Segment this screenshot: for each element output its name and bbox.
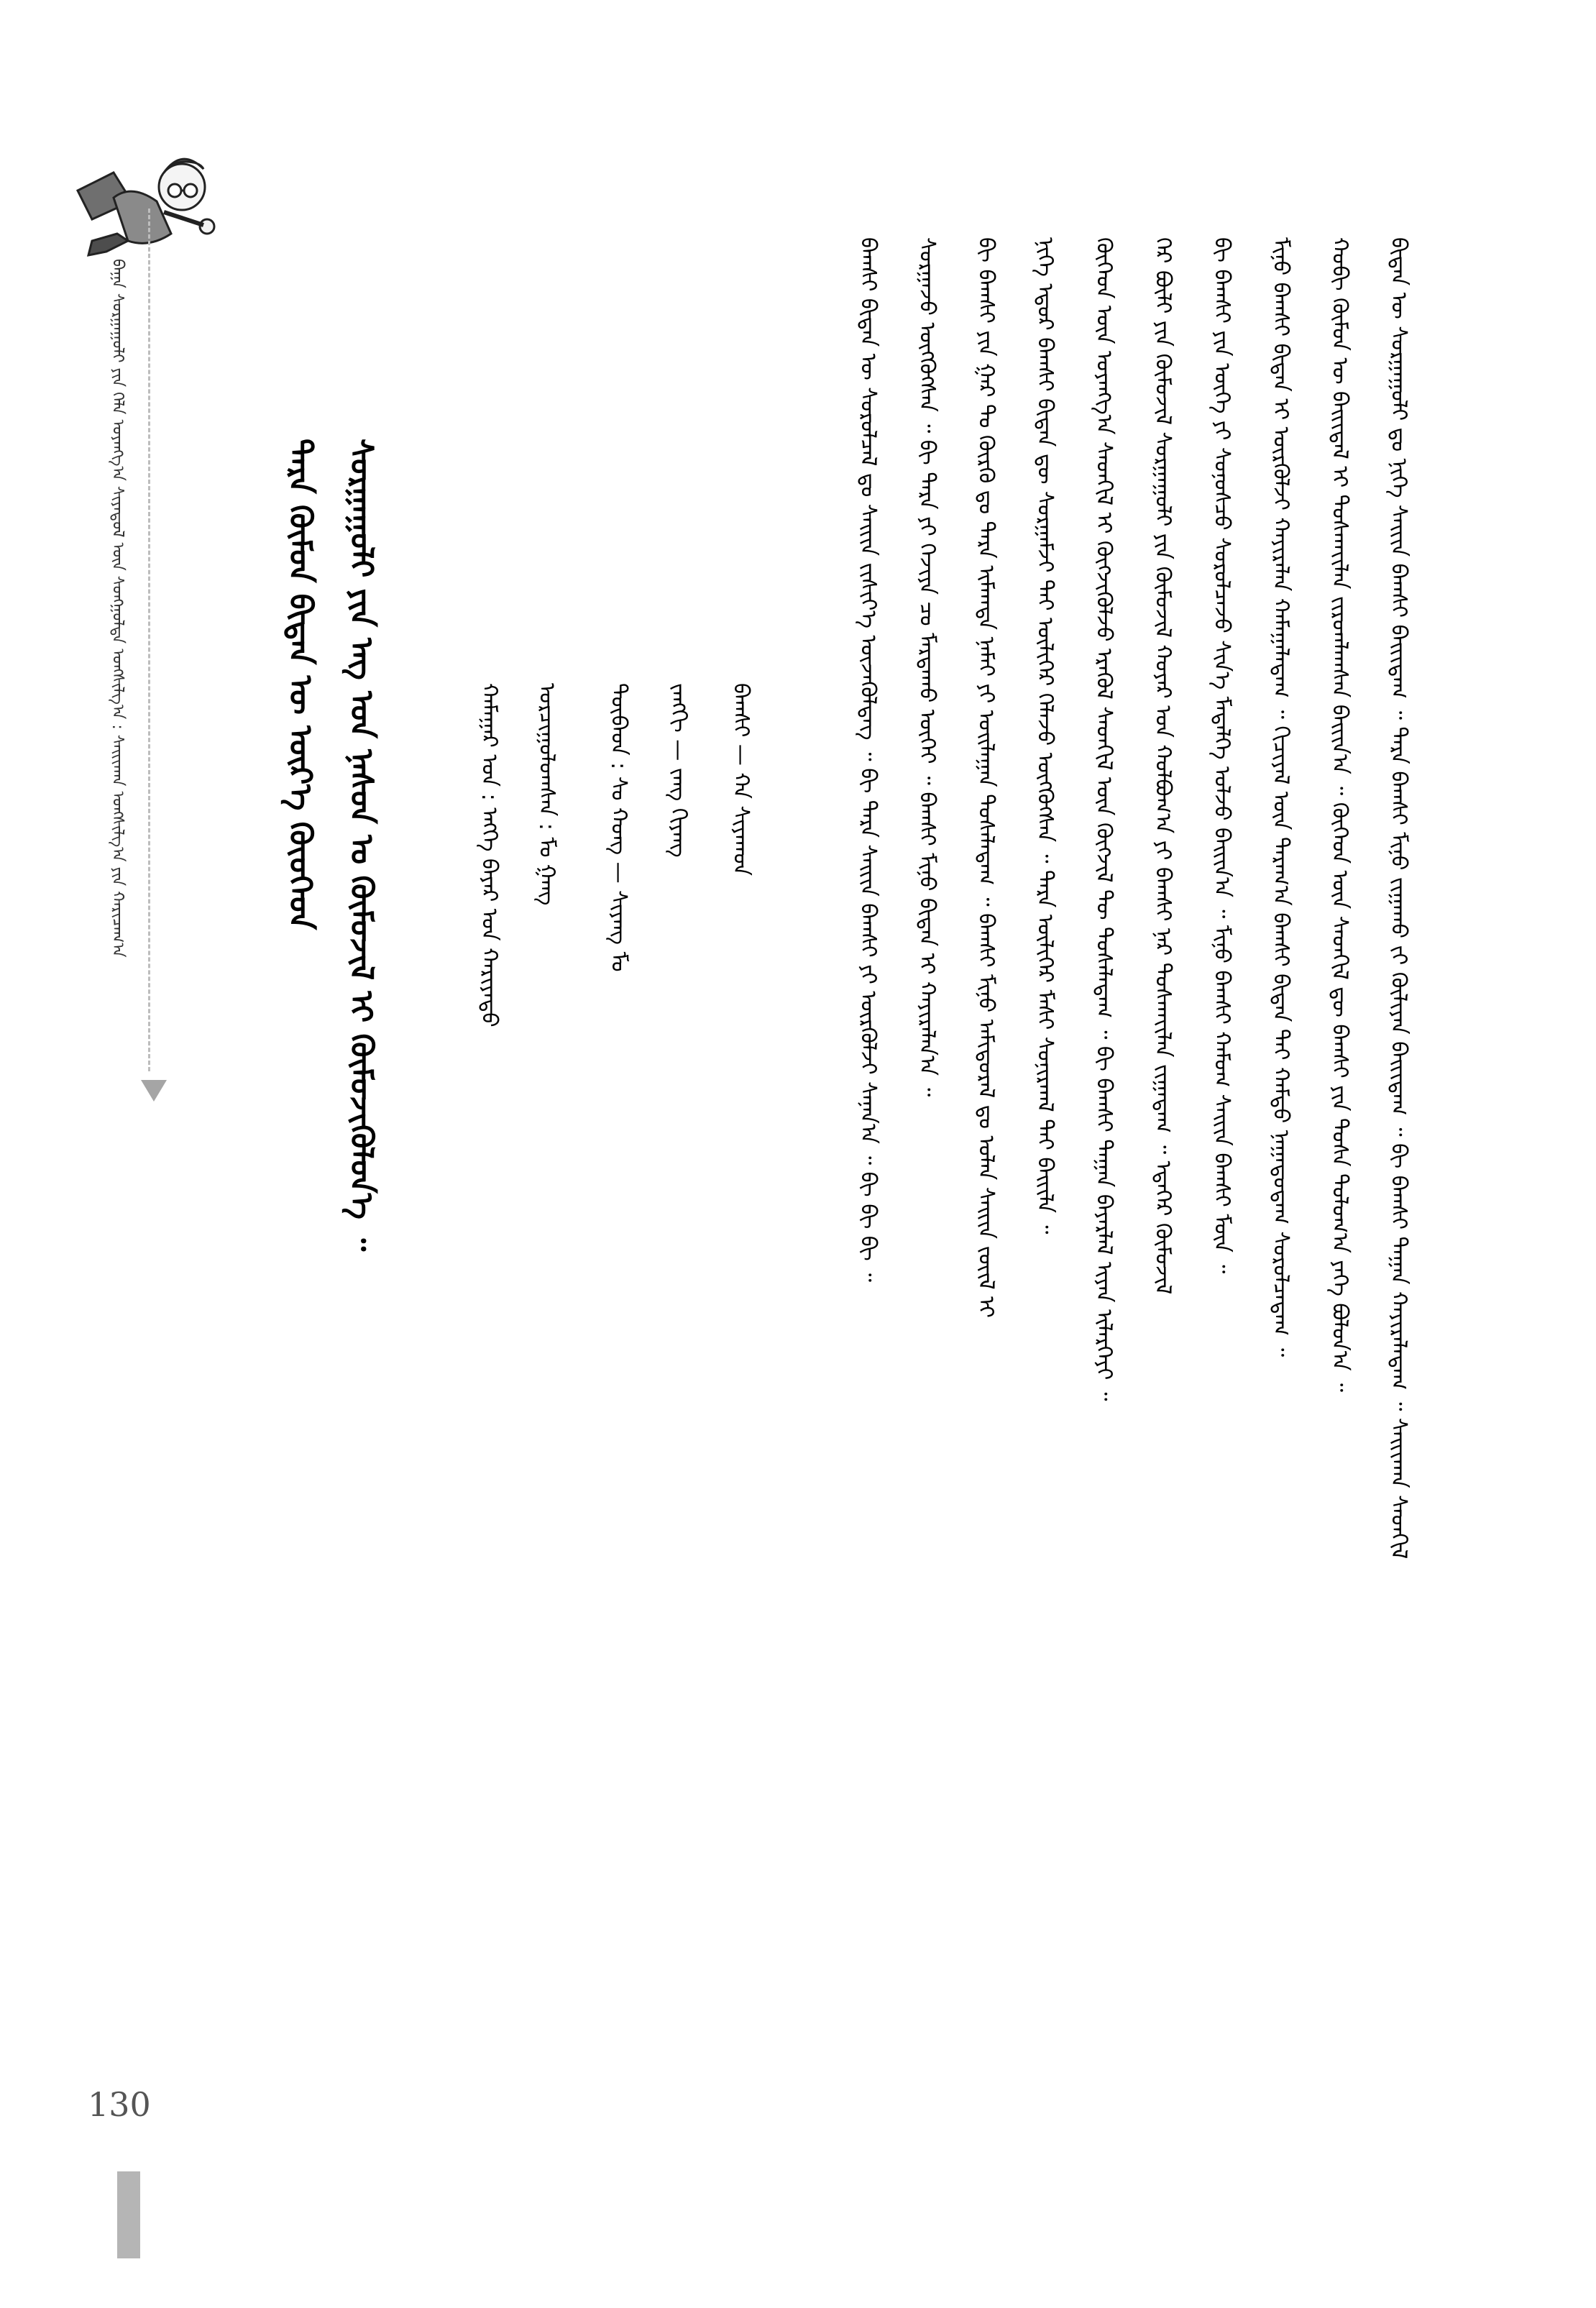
running-header: ᠪᠠᠭᠠ ᠰᠤᠷᠭᠠᠭᠤᠯᠢ ᠶᠢᠨ ᠬᠡᠯᠡ ᠤᠶᠠᠩᠭ᠎ᠠ ᠰᠢᠶᠡᠳᠦᠯ ᠦᠨ ᠰᠣᠩᠭ᠋ᠤᠯᠲᠠ ᠤᠩᠰᠢᠯᠭ᠎ᠠ : ᠰᠠᠢᠢᠬᠠᠨ ᠤᠩᠰᠢᠯᠭ᠎ᠠ ᠶᠢᠨ ᠬᠠᠷᠢᠴᠠᠭ᠎ᠠ (109, 259, 127, 958)
page-edge-bar (117, 2171, 140, 2258)
body-column-10: ᠪᠠᠭᠰᠢ ᠪᠢᠳᠡᠨ ᠦ ᠰᠤᠷᠤᠯᠴᠠᠯ ᠳᠤ ᠰᠠᠢᠢᠨ ᠵᠢᠱᠢᠶ᠎ᠡ ᠦᠵᠡᠭᠦᠯᠳᠡᠭ ᠃ ᠪᠢ ᠲᠡᠷᠡ ᠰᠠᠢᠢᠨ ᠪᠠᠭᠰᠢ ᠶᠢ ᠦᠷᠭᠦᠯᠵᠢ ᠰᠠᠨᠠᠨ᠎ᠠ ᠃ ᠪᠢ ᠪᠢ ᠪᠢ ᠃ (856, 237, 881, 1283)
author-line-3: ᠲᠦᠪᠡᠳ : ᠰᠤ ᠬᠤᠩ — ᠰᠢᠶᠠᠩ ᠮᠤ (606, 683, 631, 972)
body-column-7: ᠨᠢᠭᠡ ᠡᠳᠦᠷ ᠪᠠᠭᠰᠢ ᠪᠢᠳᠡᠨ ᠳᠦ ᠰᠤᠷᠭᠠᠮᠵᠢ ᠲᠠᠢ ᠦᠯᠢᠭᠡᠷ ᠬᠡᠯᠡᠵᠦ ᠦᠭᠭᠦᠭᠰᠡᠨ ᠃ ᠲᠡᠷᠡ ᠦᠯᠢᠭᠡᠷ ᠮᠠᠰᠢ ᠰᠣᠨᠢᠷᠬᠠᠯ ᠲᠠᠢ ᠪᠠᠢᠢᠯᠠ ᠃ (1032, 237, 1058, 1235)
author-line-teacher: ᠪᠠᠭᠰᠢ — ᠬᠠ ᠰᠢᠶᠠᠬᠤᠨ (728, 683, 753, 876)
article-title-line-2: ᠰᠤᠷᠭᠠᠭᠤᠯᠢ ᠶᠢᠨ ᠡᠩ ᠤᠨ ᠨᠠᠰᠤᠨ ᠤ ᠬᠦᠮᠦᠵᠢᠯ ᠢ ᠬᠦᠮᠦᠵᠢᠭᠦᠯᠦᠨ᠎ᠡ ᠃ (343, 439, 380, 1252)
header-dashed-rule (148, 209, 150, 1071)
body-column-6: ᠬᠦᠬᠡᠳ ᠦᠨ ᠤᠶᠠᠩᠭ᠎ᠠ ᠰᠡᠳᠬᠢᠯ ᠢ ᠬᠥᠭᠵᠢᠭᠦᠯᠵᠦ ᠡᠷᠡᠭᠦᠯ ᠰᠡᠳᠬᠢᠯ ᠦᠨ ᠬᠥᠭᠵᠢᠯ ᠲᠦ ᠲᠤᠰᠠᠯᠠᠳᠠᠭ ᠃ ᠪᠢ ᠪᠠᠭᠰᠢ ᠳᠠᠭᠠᠨ ᠪᠠᠶᠠᠷᠯᠠᠯ ᠢᠶᠡᠨ ᠢᠯᠡᠷᠭᠡᠶᠢ ᠃ (1091, 237, 1116, 1401)
article-title-line-1: ᠲᠡᠷᠡ ᠬᠦᠮᠦᠨ ᠪᠢᠳᠡᠨ ᠦ ᠦᠷ᠎ᠡ ᠬᠦᠦᠬᠡᠳ (282, 439, 318, 930)
body-column-5: ᠭᠡᠷ ᠪᠦᠯᠢ ᠶᠢᠨ ᠬᠦᠮᠦᠵᠢᠯ ᠰᠤᠷᠭᠠᠭᠤᠯᠢ ᠶᠢᠨ ᠬᠦᠮᠦᠵᠢᠯ ᠬᠤᠶᠠᠷ ᠤᠨ ᠬᠣᠯᠪᠣᠭ᠎ᠠ ᠶᠢ ᠪᠠᠭᠰᠢ ᠨᠠᠷ ᠲᠤᠰᠬᠠᠶ᠋ᠢᠯᠠᠨ ᠵᠢᠭᠠᠳᠠᠭ ᠃ ᠡᠳᠡᠭᠡᠷ ᠬᠦᠮᠦᠵᠢᠯ (1150, 237, 1175, 1295)
triangle-marker-icon (141, 1080, 167, 1102)
author-line-2: ᠵᠠᠩᠭᠢ — ᠵᠠᠩ ᠬᠢᠶᠠᠩ (666, 683, 691, 858)
body-column-9: ᠰᠤᠷᠭᠠᠵᠤ ᠦᠭᠭᠦᠭᠰᠡᠨ ᠃ ᠪᠢ ᠲᠡᠷᠡ ᠶᠢ ᠬᠡᠵᠢᠶᠡ ᠴᠤ ᠮᠠᠷᠲᠠᠬᠤ ᠦᠭᠡᠢ ᠃ ᠪᠠᠭᠰᠢ ᠮᠢᠨᠤ ᠪᠢᠳᠡᠨ ᠢ ᠬᠠᠶᠢᠷᠠᠯᠠᠨ᠎ᠠ ᠃ (914, 237, 940, 1097)
author-line-4: ᠣᠷᠴᠢᠭᠤᠯᠤᠭᠰᠠᠨ : ᠮᠤ ᠭᠠᠩ (534, 683, 559, 906)
flying-boy-mascot-icon (63, 133, 221, 277)
page-number: 130 (88, 2085, 151, 2124)
author-line-5: ᠬᠠᠮᠠᠭᠠᠷ ᠤᠨ : ᠡᠩᠬᠡ ᠪᠠᠶᠠᠷ ᠤᠨ ᠬᠠᠷᠢᠶᠠᠲᠤ (477, 683, 502, 1027)
body-column-2: ᠬᠤᠪᠢ ᠬᠦᠮᠦᠨ ᠦ ᠪᠠᠢᠢᠳᠠᠯ ᠢ ᠲᠤᠰᠬᠠᠶ᠋ᠢᠯᠠᠨ ᠵᠢᠷᠤᠭᠯᠠᠭᠰᠠᠨ ᠪᠠᠢᠢᠨ᠎ᠠ ᠃ ᠬᠦᠬᠡᠳ ᠦᠨ ᠰᠡᠳᠬᠢᠯ ᠳᠦ ᠪᠠᠭᠰᠢ ᠶᠢᠨ ᠲᠤᠰᠠ ᠲᠤᠯᠤᠭ᠎ᠠ ᠶᠡᠬᠡ ᠪᠤᠯᠤᠨ᠎ᠠ ᠃ (1327, 237, 1352, 1392)
body-column-4: ᠪᠢ ᠪᠠᠭᠰᠢ ᠶᠢᠨ ᠦᠭᠡ ᠶᠢ ᠰᠣᠨᠣᠰᠴᠤ ᠰᠤᠷᠤᠯᠴᠠᠵᠤ ᠰᠢᠨ᠎ᠡ ᠮᠡᠳᠡᠯᠭᠡ ᠣᠯᠵᠤ ᠪᠠᠢᠢᠨ᠎ᠠ ᠃ ᠮᠢᠨᠤ ᠪᠠᠭᠰᠢ ᠬᠠᠮᠤᠭ ᠰᠠᠢᠢᠨ ᠪᠠᠭᠰᠢ ᠮᠥᠨ ᠃ (1209, 237, 1234, 1274)
body-column-8: ᠪᠢ ᠪᠠᠭᠰᠢ ᠶᠢᠨ ᠭᠠᠷ ᠲᠤ ᠬᠦᠷᠬᠦ ᠳᠤ ᠲᠡᠷᠡ ᠢᠮᠠᠭᠲᠠ ᠨᠠᠮᠠᠢ ᠶᠢ ᠣᠢᠯᠠᠭᠠᠨ ᠲᠤᠰᠠᠯᠠᠳᠠᠭ ᠃ ᠪᠠᠭᠰᠢ ᠮᠢᠨᠤ ᠠᠮᠢᠳᠤᠷᠠᠯ ᠳᠤ ᠣᠯᠠᠨ ᠰᠠᠢᠢᠨ ᠵᠦᠢᠯ ᠢ (973, 237, 999, 1318)
body-column-3: ᠮᠢᠨᠤ ᠪᠠᠭᠰᠢ ᠪᠢᠳᠡᠨ ᠢ ᠦᠷᠭᠦᠯᠵᠢ ᠬᠠᠶᠢᠷᠠᠯᠠᠨ ᠬᠠᠮᠠᠭᠠᠯᠠᠳᠠᠭ ᠃ ᠬᠢᠴᠢᠶᠡᠯ ᠦᠨ ᠳᠠᠷᠠᠭ᠎ᠠ ᠪᠠᠭᠰᠢ ᠪᠢᠳᠡᠨ ᠲᠡᠢ ᠬᠠᠮᠲᠤ ᠨᠠᠭᠠᠳᠤᠳᠠᠭ ᠰᠤᠷᠤᠯᠴᠠᠳᠠᠭ ᠃ (1268, 237, 1293, 1357)
body-column-1: ᠪᠢᠳᠡᠨ ᠦ ᠰᠤᠷᠭᠠᠭᠤᠯᠢ ᠳᠤ ᠨᠢᠭᠡ ᠰᠠᠢᠢᠨ ᠪᠠᠭᠰᠢ ᠪᠠᠢᠢᠳᠠᠭ ᠃ ᠲᠡᠷᠡ ᠪᠠᠭᠰᠢ ᠮᠢᠨᠤ ᠵᠢᠭᠠᠬᠤ ᠵᠢ ᠬᠦᠯᠢᠶᠡᠨ ᠪᠠᠢᠢᠳᠠᠭ ᠃ ᠪᠢ ᠪᠠᠭᠰᠢ ᠳᠠᠭᠠᠨ ᠬᠠᠶᠢᠷᠠᠯᠠᠳᠠᠭ ᠃ ᠰᠠᠢᠢᠬᠠᠨ ᠰᠡᠳᠬᠢᠯ (1386, 237, 1411, 1560)
